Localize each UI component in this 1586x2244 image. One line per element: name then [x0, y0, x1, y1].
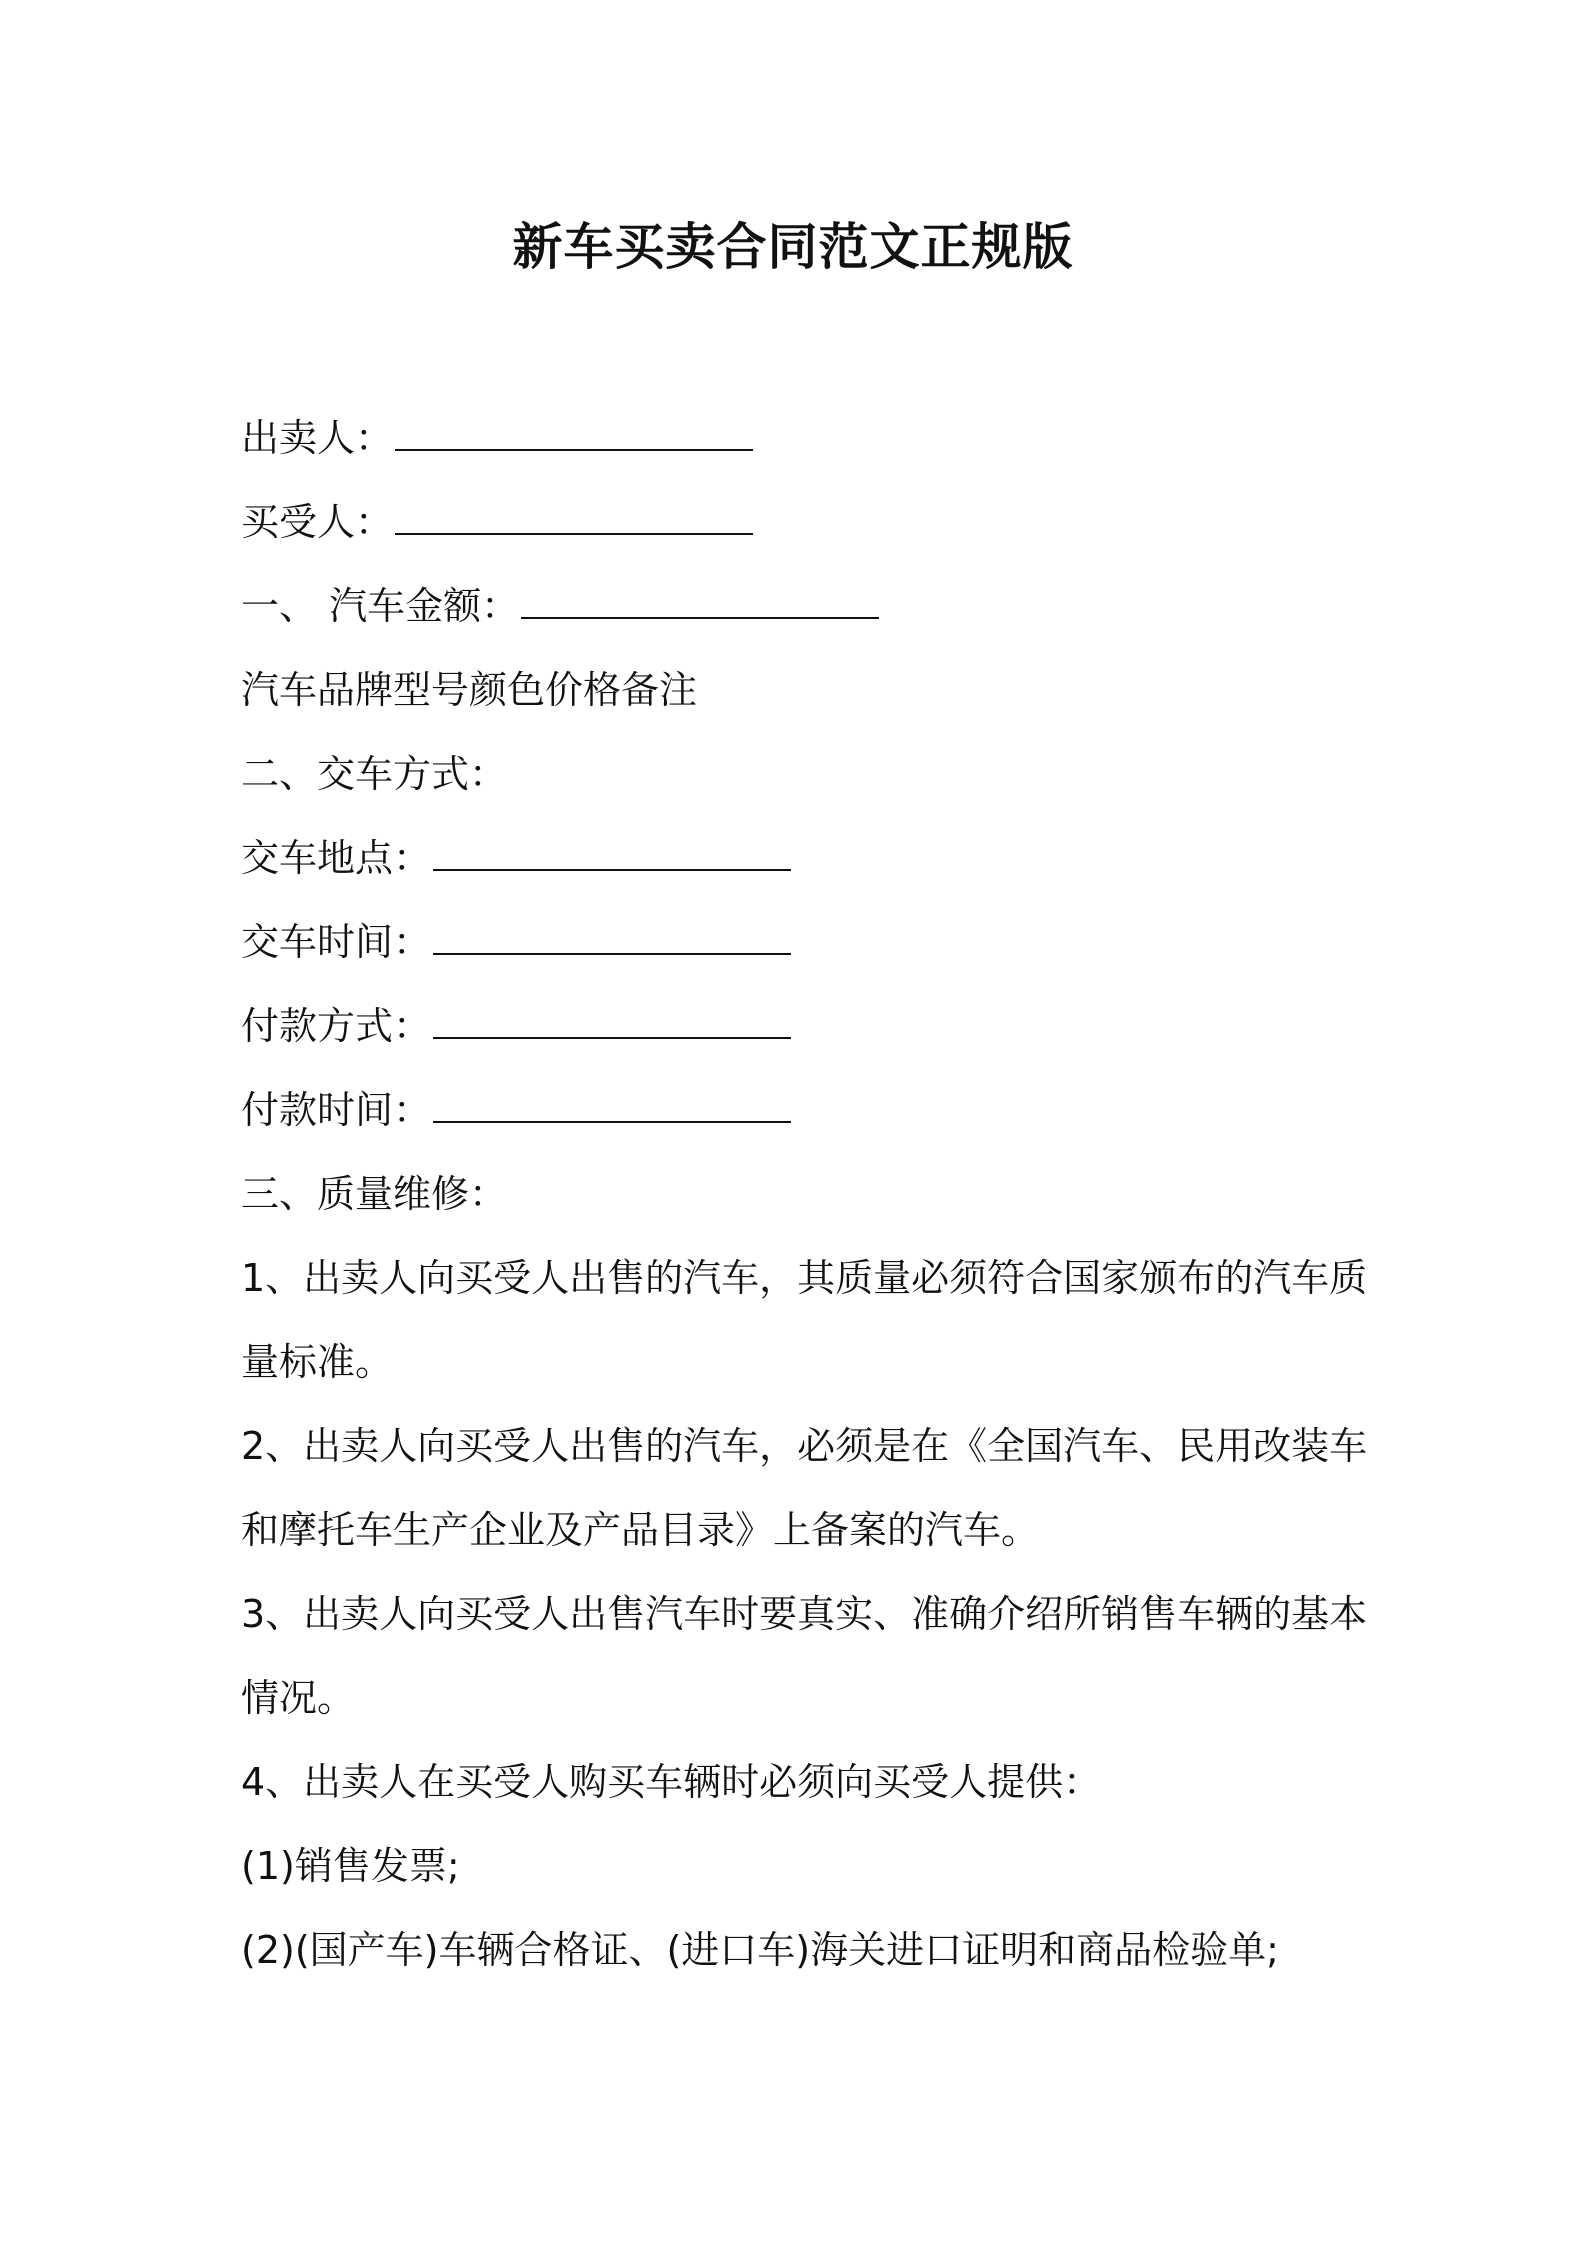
seller-line: [241, 410, 753, 466]
payment-method-blank: [433, 1036, 791, 1039]
delivery-time-line: [241, 914, 791, 970]
payment-method-label: 付款方式：: [241, 1004, 432, 1048]
document-title: 新车买卖合同范文正规版: [512, 218, 1074, 276]
clause-1-line-2: 量标准。: [241, 1340, 394, 1384]
delivery-time-label: 交车时间：: [241, 920, 432, 964]
clause-2-line-1: 2、出卖人向买受人出售的汽车，必须是在《全国汽车、民用改装车: [241, 1424, 1368, 1468]
delivery-place-line: [241, 830, 791, 886]
buyer-line: [241, 494, 753, 550]
delivery-place-label: 交车地点：: [241, 836, 432, 880]
delivery-time-blank: [433, 952, 791, 955]
payment-time-label: 付款时间：: [241, 1088, 432, 1132]
clause-4-item-2: (2)(国产车)车辆合格证、(进口车)海关进口证明和商品检验单;: [241, 1928, 1279, 1972]
seller-blank: [395, 448, 753, 451]
payment-method-line: [241, 998, 791, 1054]
section2-heading: 二、交车方式：: [241, 752, 508, 796]
payment-time-line: [241, 1082, 791, 1138]
buyer-blank: [395, 532, 753, 535]
clause-2-line-2: 和摩托车生产企业及产品目录》上备案的汽车。: [241, 1508, 1040, 1552]
clause-1-line-1: 1、出卖人向买受人出售的汽车，其质量必须符合国家颁布的汽车质: [241, 1256, 1368, 1300]
car-amount-line: [241, 578, 879, 634]
clause-4-line-1: 4、出卖人在买受人购买车辆时必须向买受人提供：: [241, 1760, 1102, 1804]
clause-4-item-1: (1)销售发票;: [241, 1844, 460, 1888]
car-amount-blank: [521, 616, 879, 619]
seller-label: 出卖人：: [241, 416, 394, 460]
payment-time-blank: [433, 1120, 791, 1123]
clause-3-line-2: 情况。: [241, 1676, 356, 1720]
delivery-place-blank: [433, 868, 791, 871]
buyer-label: 买受人：: [241, 500, 394, 544]
section3-heading: 三、质量维修：: [241, 1172, 508, 1216]
car-fields-row: 汽车品牌型号颜色价格备注: [241, 668, 698, 712]
section1-label: 一、 汽车金额：: [241, 584, 520, 628]
clause-3-line-1: 3、出卖人向买受人出售汽车时要真实、准确介绍所销售车辆的基本: [241, 1592, 1368, 1636]
